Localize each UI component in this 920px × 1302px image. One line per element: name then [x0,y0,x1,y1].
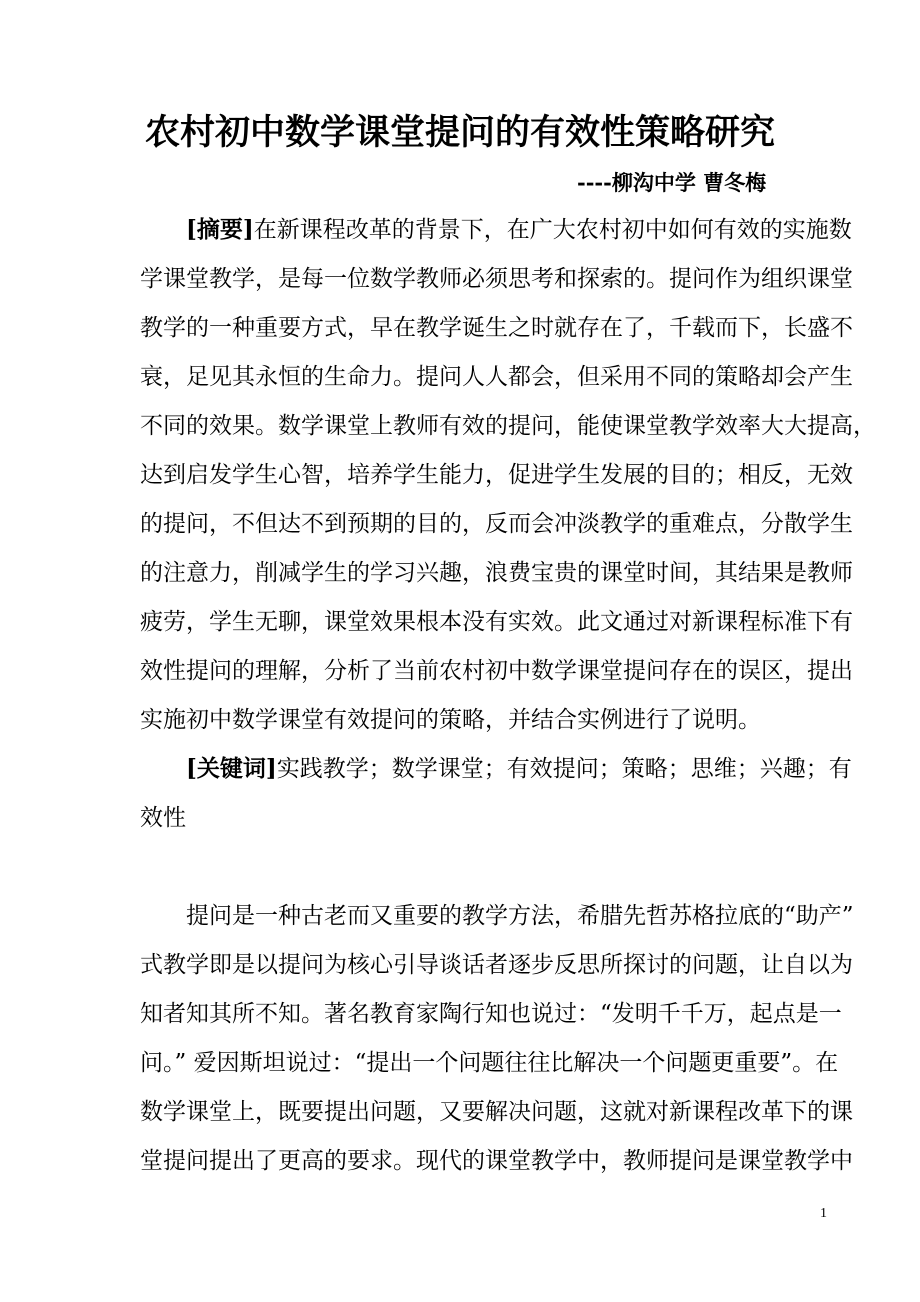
page-number: 1 [820,1206,827,1221]
body-line-1: 提问是一种古老而又重要的教学方法，希腊先哲苏格拉底的“助产” [186,903,854,929]
keywords-line-2: 效性 [140,805,186,831]
abstract-line-8: 的注意力，削减学生的学习兴趣，浪费宝贵的课堂时间，其结果是教师 [140,560,853,586]
abstract-line-10: 效性提问的理解，分析了当前农村初中数学课堂提问存在的误区，提出 [140,658,853,684]
keywords-line-1 [186,752,852,786]
abstract-line-3: 教学的一种重要方式，早在教学诞生之时就存在了，千载而下，长盛不 [140,315,853,341]
abstract-text: 在新课程改革的背景下，在广大农村初中如何有效的实施数 [253,217,852,243]
abstract-line-5: 不同的效果。数学课堂上教师有效的提问，能使课堂教学效率大大提高， [140,413,876,439]
keywords-text: 实践教学；数学课堂；有效提问；策略；思维；兴趣；有 [276,756,852,782]
body-line-4: 问。” 爱因斯坦说过：“提出一个问题往往比解决一个问题更重要”。在 [140,1050,839,1076]
abstract-line-1 [186,213,852,247]
abstract-line-6: 达到启发学生心智，培养学生能力，促进学生发展的目的；相反，无效 [140,462,853,488]
keywords-label: [关键词] [186,755,277,782]
body-line-6: 堂提问提出了更高的要求。现代的课堂教学中，教师提问是课堂教学中 [140,1148,853,1174]
abstract-line-11: 实施初中数学课堂有效提问的策略，并结合实例进行了说明。 [140,707,761,733]
body-line-5: 数学课堂上，既要提出问题，又要解决问题，这就对新课程改革下的课 [140,1099,853,1125]
body-line-3: 知者知其所不知。著名教育家陶行知也说过：“发明千千万，起点是一 [140,1001,842,1027]
body-line-2: 式教学即是以提问为核心引导谈话者逐步反思所探讨的问题，让自以为 [140,952,853,978]
author-line: ----柳沟中学 曹冬梅 [577,170,767,195]
document-title: 农村初中数学课堂提问的有效性策略研究 [144,112,775,153]
abstract-line-7: 的提问，不但达不到预期的目的，反而会冲淡教学的重难点，分散学生 [140,511,853,537]
abstract-line-2: 学课堂教学，是每一位数学教师必须思考和探索的。提问作为组织课堂 [140,266,853,292]
abstract-line-4: 衰，足见其永恒的生命力。提问人人都会，但采用不同的策略却会产生 [140,364,853,390]
abstract-line-9: 疲劳，学生无聊，课堂效果根本没有实效。此文通过对新课程标准下有 [140,609,853,635]
abstract-label: [摘要] [186,216,254,243]
